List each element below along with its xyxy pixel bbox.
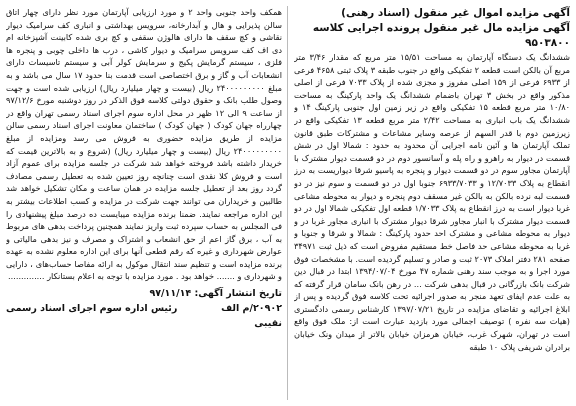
notice-footer [6,286,282,331]
reference-code: ۲۰۹۰۲/م الف [221,303,282,315]
notice-subtitle: آگهی مزایده مال غیر منقول پرونده اجرایی کلاسه ۹۵۰۳۸۰۰ [312,22,570,49]
signature-name: نقیبی [254,318,282,330]
notice-right-body: ششدانگ یک دستگاه آپارتمان به مساحت ۱۵/۵۱ متر مربع که مقدار ۳/۴۶ متر مربع آن بالکن است قطعه ۲ تفکیکی واقع در جنوب طبقه ۳ پلاک ثبتی ۴۶۵۸ فرعی از ۶۹۳۳ فرعی از ۱۵۹ اصلی مفروز و مجزی شده از پلاک ۷۰۳۳ فرعی از اصلی مذکور واقع در بخش ۳ تهران باضمام ششدانگ یک واحد پارکینگ به مساحت ۱۰/۸۰ متر مربع قطعه ۱۵ تفکیکی واقع در زیر زمین اول جنوبی پارکینگ ۱۴ و ششدانگ یک باب انباری به مساحت ۲/۴۲ متر مربع قطعه ۱۳ تفکیکی واقع در زیرزمین دوم با قدر السهم از عرصه وسایر مشاعات و مشترکات طبق قانون تملک آپارتمان ها و آئین نامه اجرایی آن محدود به حدود : شمالا اول در شش قسمت در دیوار به راهرو و راه پله و آسانسور دوم در دو قسمت دیوار مشترک با آپارتمان مجاور سوم در دو قسمت دیوار و پنجره به پاسیو شرقا دیواریست به درز انقطاع به پلاک ۱۲/۷۰۳۳ و ۶۹۳۳/۷۰۳۳ جنوبا اول در دو قسمت و سوم نیز در دو قسمت لبه نرده بالکن به بالکن غیر مسقف دوم پنجره و دیوار به محوطه مشاعی غربا دیوار است به درز انقطاع به پلاک ۱/۷۰۳۳ قطعه اول تفکیکی شمالا اول در دو قسمت دیوار مشترک با انبار مجاور شرقا دیوار مشترک با انباری مجاور غربا در و دیوار به محوطه مشاعی و مشترک احد حدود پارکینگ : شمالا و شرقا و جنوبا و غربا به محوطه مشاعی حد فاصل خط مستقیم مفروض است که ذیل ثبت ۳۴۹۷۱ صفحه ۲۸۱ دفتر املاک ۲۰۷۳ ثبت و صادر و تسلیم گردیده است. با مشخصات فوق مورد اجرا و به موجب سند رهنی شماره ۴۷ مورخ ۱۳۹۴/۰۷/۰۴ ابتدا در قبال دین شرکت بانک بازرگانی در قبال بدهی شرکت ... در رهن بانک سامان قرار گرفته که به علت عدم ایفای تعهد منجر به صدور اجرائیه تحت کلاسه فوق گردیده و پس از ابلاغ اجرائیه و تقاضای مزایده در تاریخ ۱۳۹۷/۰۷/۲۱ کارشناس رسمی دادگستری (هیات سه نفره ) توصیف اجمالی مورد بازدید عبارت است از: ملک فوق واقع است در تهران، شهرک غرب، خیابان هرمزان خیابان بالاتر از میدان ونک خیابان برادران شریفی پلاک ۱۰ طبقه [294,52,570,352]
notice-right-column [294,6,570,402]
publish-date: تاریخ انتشار آگهی: ۹۷/۱۱/۱۴ [149,288,282,300]
notice-left-body: همکف واحد جنوبی واحد ۲ و مورد ارزیابی آپارتمان مورد نظر دارای چهار اتاق سالن پذیرایی و هال و آبدارخانه، سرویس بهداشتی و انباری کف سرامیک دیوار نقاشی و کچ سقف ها دارای هالوژن سقفی و کچ بری شده کابینت آشپزخانه ام دی اف کف سرویس سرامیک و دیوار کاشی ، درب ها داخلی چوبی و پنجره ها فلزی ، سیستم گرمایش پکیج و سرمایش کولر آبی و سیستم تاسیسات دارای انشعابات آب و گاز و برق اختصاصی است قدمت بنا حدود ۱۷ سال می باشد و به مبلغ ۲۴۰۰۰۰۰۰۰۰۰ ریال (بیست و چهار میلیارد ریال) ارزیابی شده است و جهت وصول طلب بانک و حقوق دولتی کلاسه فوق الذکر در روز دوشنبه مورخ ۹۷/۱۲/۶ از ساعت ۹ الی ۱۲ ظهر در محل اداره سوم اجرای اسناد رسمی تهران واقع در چهارراه جهان کودک ( جهان کودک ) ساختمان معاونت اجرای اسناد رسمی سالن مزایده از طریق مزایده حضوری به فروش می رسد ومزایده از مبلغ ۲۴۰۰۰۰۰۰۰۰۰ ریال (بیست و چهار میلیارد ریال) (شروع و به بالاترین قیمت که خریدار داشته باشد فروخته خواهد شد شرکت در جلسه مزایده برای عموم آزاد است و فروش کلا نقدی است چنانچه روز تعیین شده به تعطیل رسمی مصادف گردد روز بعد از تعطیل جلسه مزایده در همان ساعت و مکان تشکیل خواهد شد طالبین و خریداران می توانند جهت شرکت در مزایده و کسب اطلاعات بیشتر به این اداره مراجعه نمایند. ضمنا برنده مزایده میبایست ده درصد مبلغ پیشنهادی را فی المجلس به حساب سپرده ثبت واریز نمایند همچنین پرداخت بدهی های مربوط به آب ، برق گاز اعم از حق انشعاب و اشتراک و مصرف و نیز بدهی مالیاتی و عوارض شهرداری و غیره که رقم قطعی آنها برای این اداره معلوم نشده به عهده برنده مزایده است و تنظیم سند انتقال موکول به ارائه مفاصا حساب‌های ، دارایی و شهرداری و ....... خواهد بود . مورد مزایده با توجه به اعلام بستانکار .............. [6,7,282,282]
signature-line: رئیس اداره سوم اجرای اسناد رسمی [6,303,178,315]
notice-title: آگهی مزایده اموال غیر منقول (اسناد رهنی) [341,7,570,19]
notice-left-column [6,6,282,402]
column-divider [287,6,288,400]
